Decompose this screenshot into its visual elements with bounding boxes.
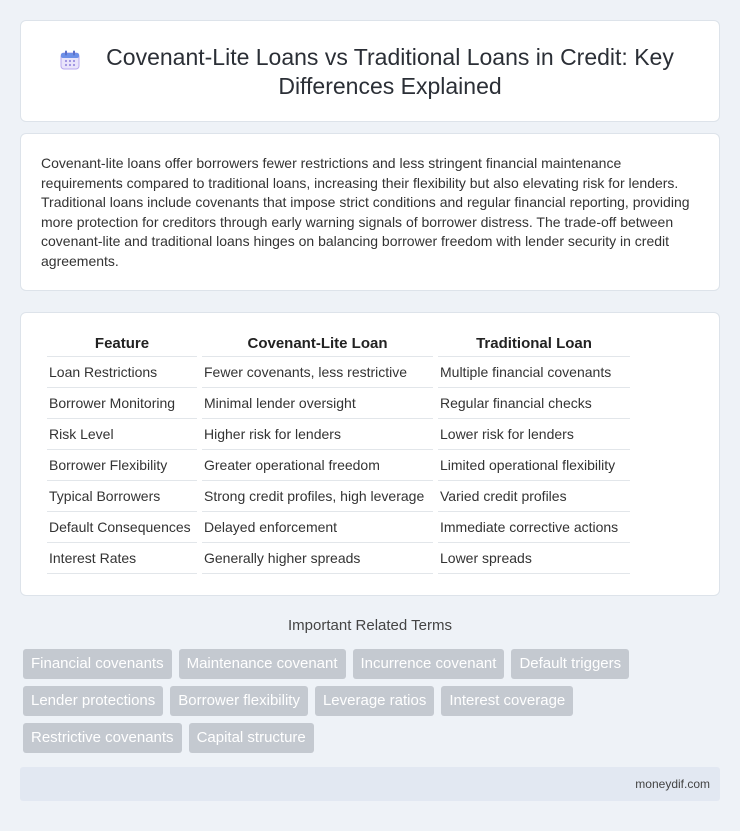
table-cell: Limited operational flexibility xyxy=(438,450,630,481)
table-cell: Borrower Flexibility xyxy=(47,450,197,481)
table-row xyxy=(47,512,630,543)
column-header-feature: Feature xyxy=(47,331,197,357)
table-cell: Fewer covenants, less restrictive xyxy=(202,357,433,388)
related-term-tag[interactable]: Interest coverage xyxy=(441,686,573,716)
table-cell: Varied credit profiles xyxy=(438,481,630,512)
table-cell: Immediate corrective actions xyxy=(438,512,630,543)
footer xyxy=(20,767,720,801)
table-cell: Higher risk for lenders xyxy=(202,419,433,450)
related-term-tag[interactable]: Lender protections xyxy=(23,686,163,716)
table-row xyxy=(47,419,630,450)
related-term-tag[interactable]: Capital structure xyxy=(189,723,314,753)
table-cell: Strong credit profiles, high leverage xyxy=(202,481,433,512)
title-card xyxy=(20,20,720,122)
table-cell: Minimal lender oversight xyxy=(202,388,433,419)
table-cell: Delayed enforcement xyxy=(202,512,433,543)
table-header-row xyxy=(47,331,630,357)
comparison-table-card xyxy=(20,312,720,596)
table-cell: Greater operational freedom xyxy=(202,450,433,481)
table-cell: Default Consequences xyxy=(47,512,197,543)
table-cell: Interest Rates xyxy=(47,543,197,574)
intro-card xyxy=(20,133,720,291)
related-term-tag[interactable]: Leverage ratios xyxy=(315,686,434,716)
table-cell: Multiple financial covenants xyxy=(438,357,630,388)
table-row xyxy=(47,357,630,388)
related-term-tag[interactable]: Maintenance covenant xyxy=(179,649,346,679)
related-term-tag[interactable]: Financial covenants xyxy=(23,649,172,679)
table-cell: Lower spreads xyxy=(438,543,630,574)
table-row xyxy=(47,481,630,512)
footer-site-name[interactable]: moneydif.com xyxy=(635,777,710,791)
column-header-covenant-lite: Covenant-Lite Loan xyxy=(202,331,433,357)
column-header-traditional: Traditional Loan xyxy=(438,331,630,357)
page-title: Covenant-Lite Loans vs Traditional Loans in Credit: Key Differences Explained xyxy=(106,44,674,99)
table-cell: Lower risk for lenders xyxy=(438,419,630,450)
table-cell: Regular financial checks xyxy=(438,388,630,419)
related-term-tag[interactable]: Borrower flexibility xyxy=(170,686,308,716)
table-cell: Loan Restrictions xyxy=(47,357,197,388)
table-row xyxy=(47,450,630,481)
intro-paragraph: Covenant-lite loans offer borrowers fewer restrictions and less stringent financial maintenance requirements compared to traditional loans, increasing their flexibility but also elevating risk for lenders. Traditional loans include covenants that impose strict conditions and regular financial reporting, providing more protection for creditors through early warning signals of borrower distress. The trade-off between covenant-lite and traditional loans hinges on balancing borrower freedom with lender security in credit agreements. xyxy=(41,155,690,269)
table-cell: Typical Borrowers xyxy=(47,481,197,512)
comparison-table xyxy=(42,331,635,574)
related-terms-list xyxy=(23,649,723,753)
related-terms-title: Important Related Terms xyxy=(288,617,452,634)
table-row xyxy=(47,543,630,574)
related-term-tag[interactable]: Default triggers xyxy=(511,649,629,679)
table-cell: Risk Level xyxy=(47,419,197,450)
related-term-tag[interactable]: Restrictive covenants xyxy=(23,723,182,753)
table-cell: Generally higher spreads xyxy=(202,543,433,574)
table-row xyxy=(47,388,630,419)
related-term-tag[interactable]: Incurrence covenant xyxy=(353,649,505,679)
table-cell: Borrower Monitoring xyxy=(47,388,197,419)
